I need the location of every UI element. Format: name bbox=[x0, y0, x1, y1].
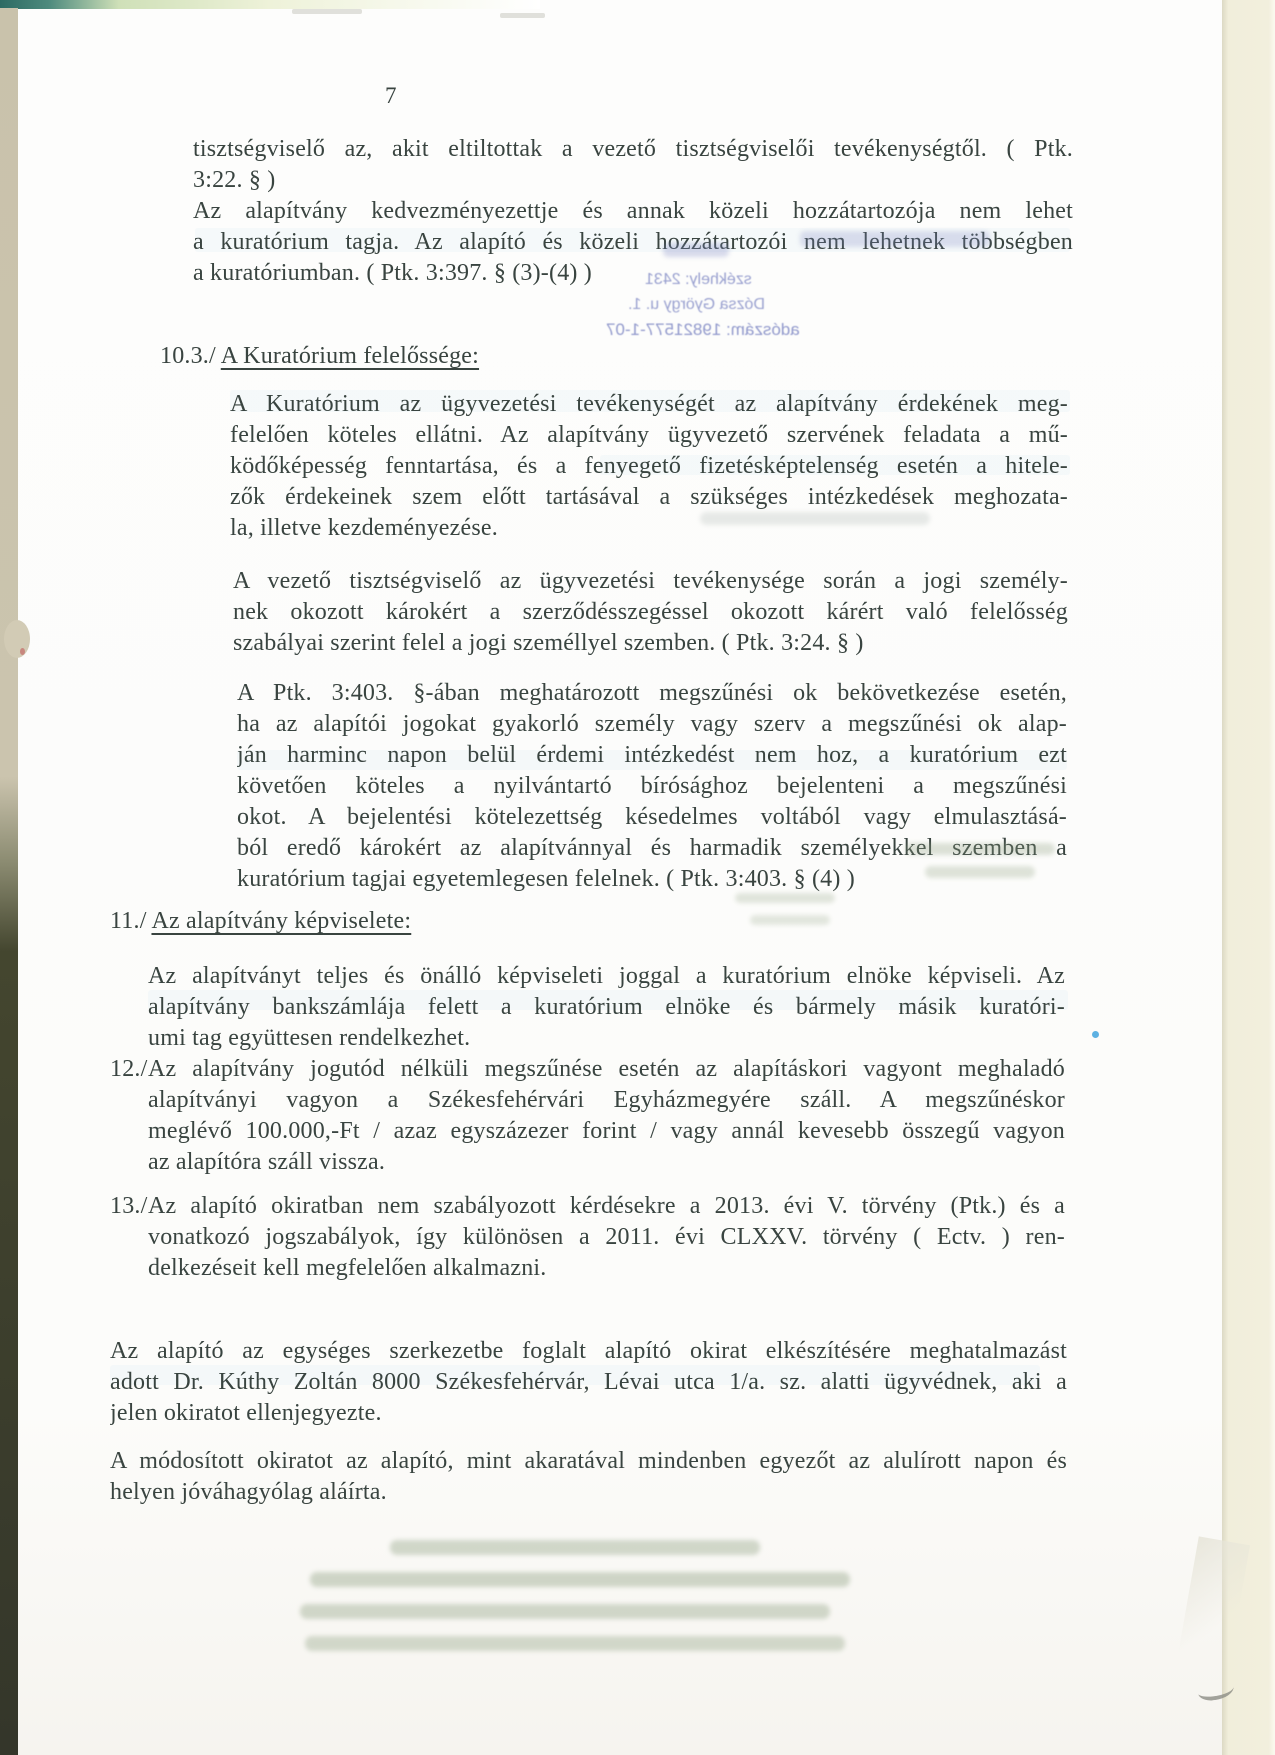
text-line: alapítványi vagyon a Székesfehérvári Egyházmegyére száll. A megszűnéskor bbox=[148, 1087, 1065, 1113]
section-10-3-paragraph-3 bbox=[237, 678, 1067, 895]
section-10-3-paragraph-1 bbox=[230, 389, 1068, 544]
left-edge-bump bbox=[4, 620, 30, 658]
stamp-bleed-line-tax-number: adószám: 19821577-1-07 bbox=[606, 320, 800, 339]
continuation-paragraph bbox=[193, 134, 1073, 289]
section-11-number: 11./ bbox=[110, 908, 147, 934]
text-line: A módosított okiratot az alapító, mint akaratával mindenben egyezőt az alulírott napon és bbox=[110, 1448, 1067, 1474]
text-line: Az alapítvány jogutód nélküli megszűnése esetén az alapításkori vagyont meghaladó bbox=[148, 1056, 1065, 1082]
bleed-smudge bbox=[750, 915, 830, 925]
left-page-edge bbox=[0, 8, 18, 1755]
text-line: ból eredő károkért az alapítvánnyal és harmadik személyekkel szemben a bbox=[237, 835, 1067, 861]
closing-paragraph-authorization bbox=[110, 1336, 1067, 1429]
text-line: okot. A bejelentési kötelezettség késedelmes voltából vagy elmulasztásá- bbox=[237, 804, 1067, 830]
blue-dot-artifact bbox=[1092, 1031, 1099, 1038]
bleed-smudge-line bbox=[305, 1636, 845, 1651]
closing-paragraph-signature bbox=[110, 1446, 1067, 1508]
item-12-paragraph bbox=[148, 1054, 1065, 1178]
stamp-bleed-blob bbox=[663, 243, 729, 257]
text-line: ha az alapítói jogokat gyakorló személy vagy szerv a megszűnési ok alap- bbox=[237, 711, 1067, 737]
continuation-part-1 bbox=[193, 134, 1073, 196]
text-line: az alapítóra száll vissza. bbox=[148, 1149, 386, 1175]
text-line: umi tag együttesen rendelkezhet. bbox=[148, 1025, 471, 1051]
text-line: Az alapítványt teljes és önálló képviseleti joggal a kuratórium elnöke képviseli. Az bbox=[148, 963, 1065, 989]
text-line: la, illetve kezdeményezése. bbox=[230, 515, 498, 541]
text-line: követően köteles a nyilvántartó bírósághoz bejelenteni a megszűnési bbox=[237, 773, 1067, 799]
text-line: a kuratórium tagja. Az alapító és közeli hozzátartozói nem lehetnek többségben bbox=[193, 229, 1073, 255]
section-10-3-title: A Kuratórium felelőssége: bbox=[220, 343, 480, 369]
text-line: Az alapító okiratban nem szabályozott kérdésekre a 2013. évi V. törvény (Ptk.) és a bbox=[148, 1193, 1065, 1219]
text-line: Az alapítvány kedvezményezettje és annak közeli hozzátartozója nem lehet bbox=[193, 198, 1073, 224]
text-line: meglévő 100.000,-Ft / azaz egyszázezer forint / vagy annál kevesebb összegű vagyon bbox=[148, 1118, 1065, 1144]
section-10-3-heading bbox=[160, 341, 479, 372]
text-line: ködőképesség fenntartása, és a fenyegető fizetésképtelenség esetén a hitele- bbox=[230, 453, 1068, 479]
text-line: 3:22. § ) bbox=[193, 167, 276, 193]
text-line: a kuratóriumban. ( Ptk. 3:397. § (3)-(4) ) bbox=[193, 260, 592, 286]
bleed-smudge bbox=[925, 866, 1035, 878]
section-10-3-paragraph-2 bbox=[233, 566, 1068, 659]
stamp-bleed-blob bbox=[800, 231, 990, 247]
text-line: A vezető tisztségviselő az ügyvezetési tevékenysége során a jogi személy- bbox=[233, 568, 1068, 594]
top-smudge bbox=[500, 13, 545, 18]
text-line: Az alapító az egységes szerkezetbe foglalt alapító okirat elkészítésére meghatalmazást bbox=[110, 1338, 1067, 1364]
section-11-heading bbox=[110, 906, 411, 937]
bleed-smudge-line bbox=[390, 1540, 760, 1555]
bleed-smudge-line bbox=[300, 1604, 830, 1619]
top-smudge bbox=[292, 9, 362, 14]
section-11-title: Az alapítvány képviselete: bbox=[151, 908, 412, 934]
item-13-paragraph bbox=[148, 1191, 1065, 1284]
stamp-bleed-line-street: Dózsa György u. 1. bbox=[628, 296, 765, 313]
top-edge-shadow bbox=[0, 0, 540, 9]
left-edge-mark bbox=[20, 648, 25, 655]
section-10-3-number: 10.3./ bbox=[160, 343, 216, 369]
bleed-smudge bbox=[905, 843, 1055, 855]
bleed-smudge bbox=[700, 512, 930, 525]
text-line: szabályai szerint felel a jogi személlyel szemben. ( Ptk. 3:24. § ) bbox=[233, 630, 864, 656]
text-line: ján harminc napon belül érdemi intézkedést nem hoz, a kuratórium ezt bbox=[237, 742, 1067, 768]
bleed-smudge bbox=[735, 893, 835, 903]
text-line: delkezéseit kell megfelelően alkalmazni. bbox=[148, 1255, 547, 1281]
text-line: adott Dr. Kúthy Zoltán 8000 Székesfehérvár, Lévai utca 1/a. sz. alatti ügyvédnek, aki a bbox=[110, 1369, 1067, 1395]
right-page-edge bbox=[1222, 0, 1275, 1755]
text-line: jelen okiratot ellenjegyezte. bbox=[110, 1400, 382, 1426]
text-line: kuratórium tagjai egyetemlegesen felelnek. ( Ptk. 3:403. § (4) ) bbox=[237, 866, 855, 892]
text-line: alapítvány bankszámlája felett a kuratórium elnöke és bármely másik kuratóri- bbox=[148, 994, 1065, 1020]
item-13-number: 13./ bbox=[110, 1193, 148, 1219]
text-line: helyen jóváhagyólag aláírta. bbox=[110, 1479, 387, 1505]
stamp-bleed-line-address-city: székhely: 2431 bbox=[645, 271, 752, 288]
text-line: tisztségviselő az, akit eltiltottak a vezető tisztségviselői tevékenységtől. ( Ptk. bbox=[193, 136, 1073, 162]
bleed-smudge-line bbox=[310, 1572, 850, 1587]
text-line: vonatkozó jogszabályok, így különösen a 2011. évi CLXXV. törvény ( Ectv. ) ren- bbox=[148, 1224, 1065, 1250]
text-line: A Kuratórium az ügyvezetési tevékenységét az alapítvány érdekének meg- bbox=[230, 391, 1068, 417]
text-line: A Ptk. 3:403. §-ában meghatározott megszűnési ok bekövetkezése esetén, bbox=[237, 680, 1067, 706]
section-11-paragraph bbox=[148, 961, 1065, 1054]
text-line: felelően köteles ellátni. Az alapítvány ügyvezető szervének feladata a mű- bbox=[230, 422, 1068, 448]
text-line: zők érdekeinek szem előtt tartásával a szükséges intézkedések meghozata- bbox=[230, 484, 1068, 510]
text-line: nek okozott károkért a szerződésszegéssel okozott kárért való felelősség bbox=[233, 599, 1068, 625]
page-number: 7 bbox=[385, 83, 397, 108]
item-12-number: 12./ bbox=[110, 1056, 148, 1082]
